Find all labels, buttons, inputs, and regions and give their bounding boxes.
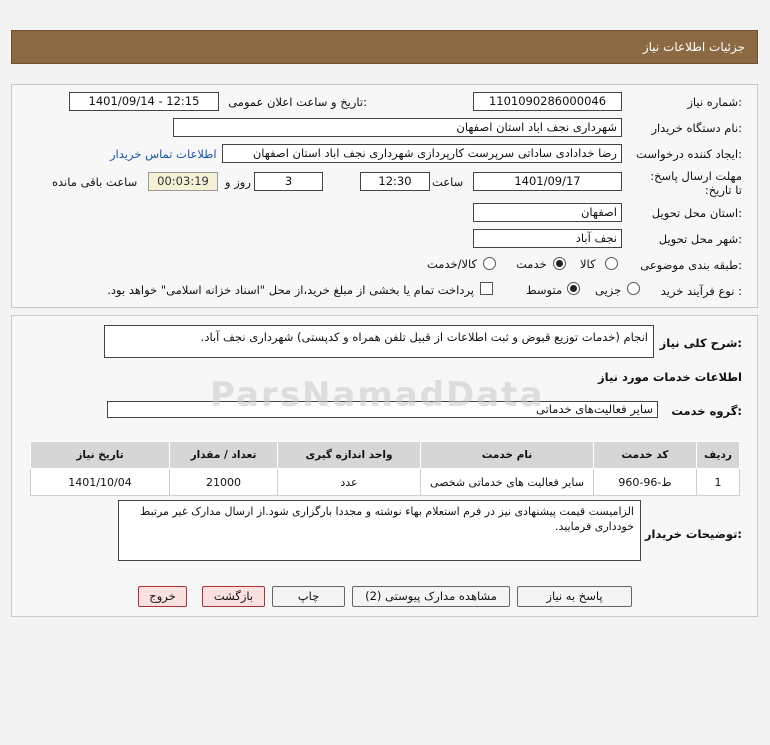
category-radio-goods-service[interactable] xyxy=(483,257,496,270)
table-row xyxy=(31,469,740,496)
process-option-medium: متوسط xyxy=(526,283,563,297)
column-header: کد خدمت xyxy=(594,442,697,469)
description-label: شرح کلی نیاز: xyxy=(659,336,742,350)
province-label: استان محل تحویل: xyxy=(651,206,742,220)
column-header: ردیف xyxy=(697,442,740,469)
process-label: نوع فرآیند خرید : xyxy=(660,284,742,298)
remaining-label: ساعت باقی مانده xyxy=(52,175,138,189)
services-section-title: اطلاعات خدمات مورد نیاز xyxy=(598,370,742,384)
table-cell-row-number: 1 xyxy=(697,469,740,496)
watermark-text: ParsNamadData xyxy=(210,375,545,415)
announce-field: 1401/09/14 - 12:15 xyxy=(69,92,219,111)
city-field: نجف آباد xyxy=(473,229,622,248)
table-cell-quantity: 21000 xyxy=(170,469,278,496)
exit-button[interactable]: خروج xyxy=(138,586,187,607)
creator-label: ایجاد کننده درخواست: xyxy=(636,147,742,161)
days-field: 3 xyxy=(254,172,323,191)
services-table xyxy=(30,441,740,496)
category-option-service: خدمت xyxy=(516,257,547,271)
deadline-label: مهلت ارسال پاسخ: تا تاریخ: xyxy=(650,169,742,197)
payment-note: پرداخت تمام یا بخشی از مبلغ خرید،از محل "اسناد خزانه اسلامی" خواهد بود. xyxy=(107,283,474,297)
process-option-minor: جزیی xyxy=(595,283,622,297)
attachments-button[interactable]: مشاهده مدارک پیوستی (2) xyxy=(352,586,510,607)
column-header: واحد اندازه گیری xyxy=(278,442,421,469)
buyer-notes-label: توضیحات خریدار: xyxy=(644,527,742,541)
category-option-goods: کالا xyxy=(580,257,596,271)
table-cell-service-name: سایر فعالیت های خدماتی شخصی xyxy=(421,469,594,496)
process-radio-minor[interactable] xyxy=(627,282,640,295)
creator-field: رضا خدادادی ساداتی سرپرست کارپردازی شهرداری نجف اباد استان اصفهان xyxy=(222,144,622,163)
description-field: انجام (خدمات توزیع قبوض و ثبت اطلاعات از قبیل تلفن همراه و کدپستی) شهرداری نجف آباد. xyxy=(104,325,654,358)
page-header xyxy=(11,30,758,64)
buyer-org-label: نام دستگاه خریدار: xyxy=(651,121,742,135)
reply-button[interactable]: پاسخ به نیاز xyxy=(517,586,632,607)
print-button[interactable]: چاپ xyxy=(272,586,345,607)
remaining-time-field: 00:03:19 xyxy=(148,172,218,191)
process-radio-medium[interactable] xyxy=(567,282,580,295)
deadline-date-field: 1401/09/17 xyxy=(473,172,622,191)
table-header-row xyxy=(31,442,740,469)
category-radio-service[interactable] xyxy=(553,257,566,270)
category-label: طبقه بندی موضوعی: xyxy=(640,258,742,272)
column-header: تعداد / مقدار xyxy=(170,442,278,469)
deadline-time-field: 12:30 xyxy=(360,172,430,191)
payment-checkbox[interactable] xyxy=(480,282,493,295)
buyer-notes-field: الزامیست قیمت پیشنهادی نیز در فرم استعلام بهاء نوشته و مجددا بارگزاری شود.از ارسال مدارک غیر مرتبط خودداری فرمایید. xyxy=(118,500,641,561)
page-title: جزئیات اطلاعات نیاز xyxy=(642,40,745,54)
province-field: اصفهان xyxy=(473,203,622,222)
table-cell-service-code: ط-96-960 xyxy=(594,469,697,496)
table-cell-need-date: 1401/10/04 xyxy=(31,469,170,496)
service-group-label: گروه خدمت: xyxy=(671,404,742,418)
city-label: شهر محل تحویل: xyxy=(658,232,742,246)
buyer-org-field: شهرداری نجف اباد استان اصفهان xyxy=(173,118,622,137)
table-cell-unit: عدد xyxy=(278,469,421,496)
category-option-goods-service: کالا/خدمت xyxy=(427,257,478,271)
back-button[interactable]: بازگشت xyxy=(202,586,265,607)
category-radio-goods[interactable] xyxy=(605,257,618,270)
need-number-field: 1101090286000046 xyxy=(473,92,622,111)
column-header: نام خدمت xyxy=(421,442,594,469)
announce-label: تاریخ و ساعت اعلان عمومی: xyxy=(228,95,367,109)
time-label: ساعت xyxy=(432,175,464,189)
contact-buyer-link[interactable]: اطلاعات تماس خریدار xyxy=(110,147,217,161)
service-group-field: سایر فعالیت‌های خدماتی xyxy=(107,401,658,418)
days-label: روز و xyxy=(225,175,251,189)
column-header: تاریخ نیاز xyxy=(31,442,170,469)
need-number-label: شماره نیاز: xyxy=(687,95,742,109)
